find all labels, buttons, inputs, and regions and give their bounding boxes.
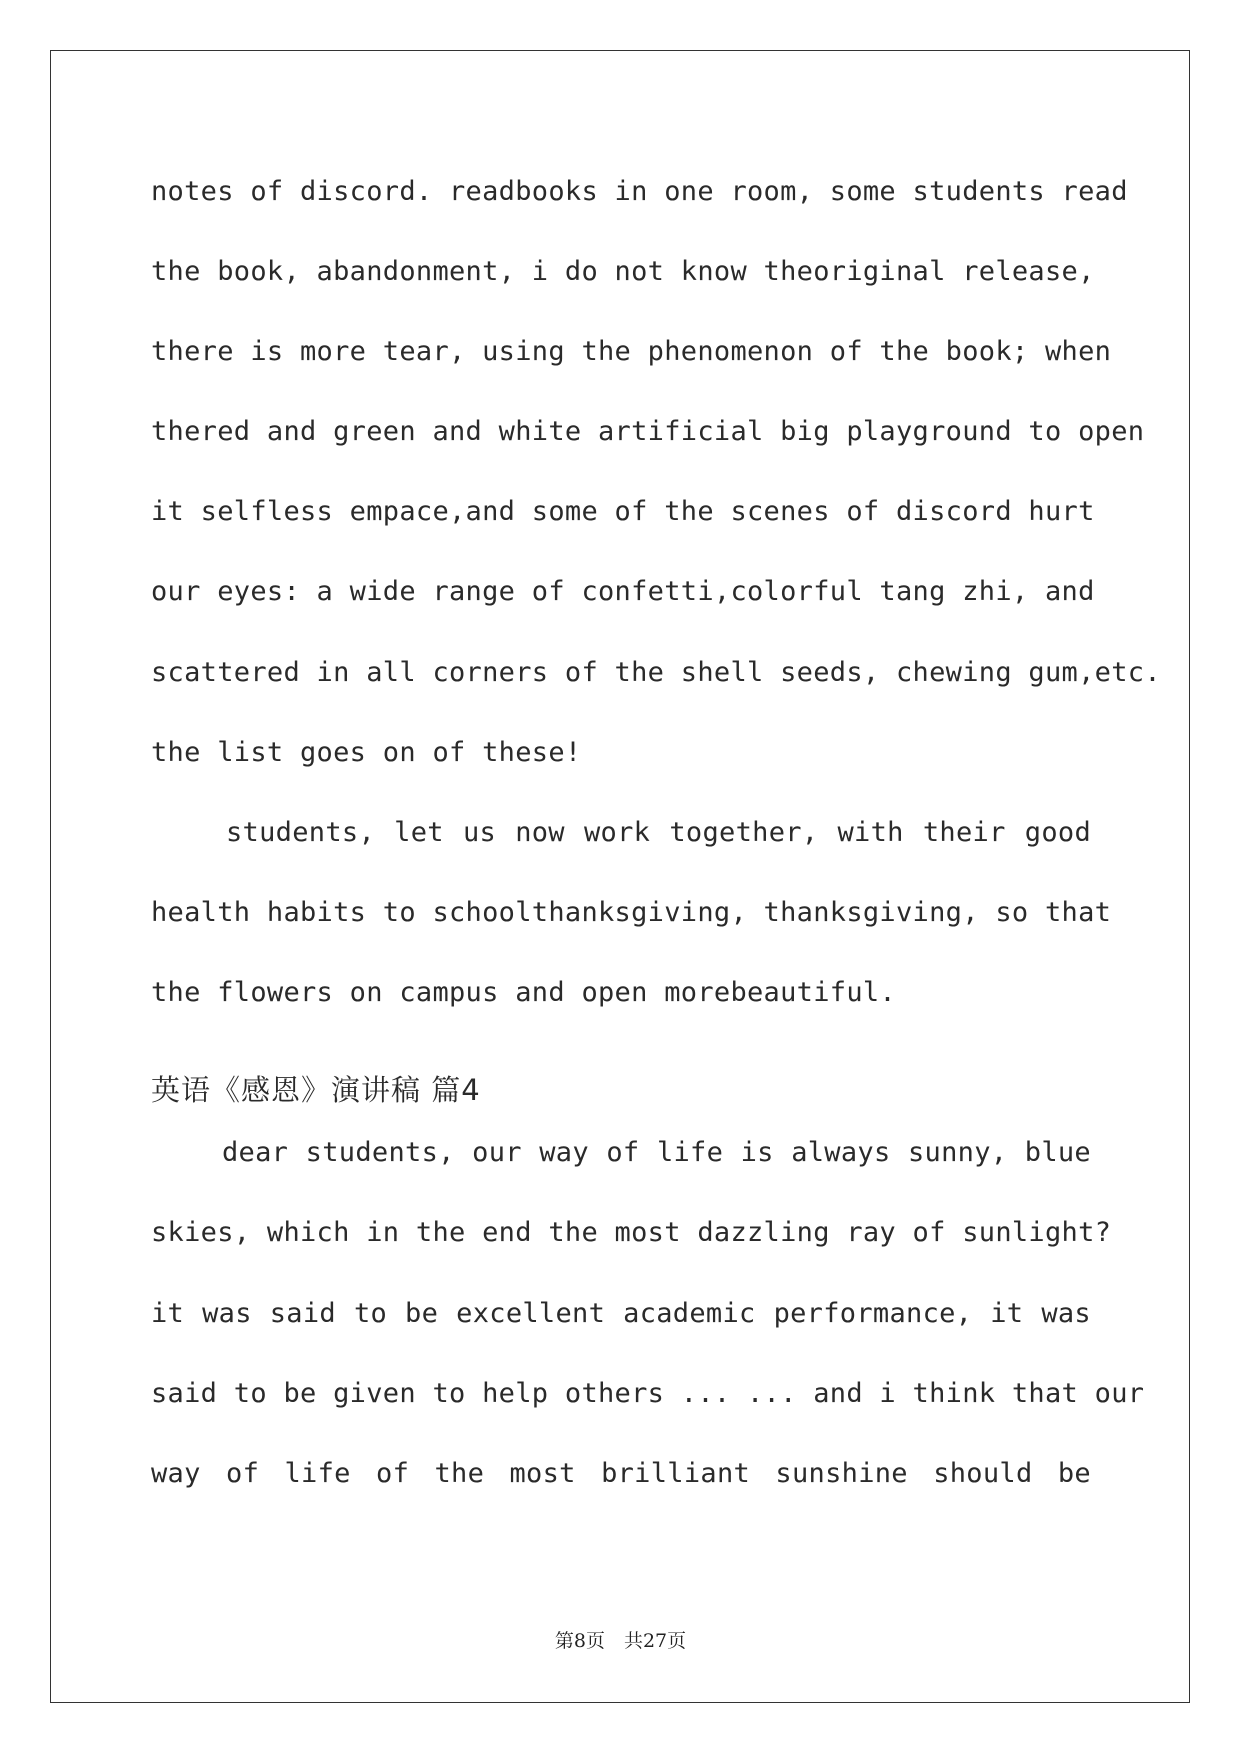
text-line: said to be given to help others ... ... and i think that our (151, 1378, 1145, 1409)
section-heading: 英语《感恩》演讲稿 篇4 (151, 1073, 481, 1107)
text-line: scattered in all corners of the shell seeds, chewing gum,etc. (151, 657, 1161, 688)
text-line: notes of discord. readbooks in one room, some students read (151, 176, 1128, 207)
text-line: the book, abandonment, i do not know theoriginal release, (151, 256, 1095, 287)
text-line: the flowers on campus and open morebeautiful. (151, 977, 896, 1008)
page-frame (50, 50, 1190, 1703)
text-line: skies, which in the end the most dazzling ray of sunlight? (151, 1217, 1112, 1248)
page-number: 第8页 共27页 (554, 1630, 687, 1652)
text-line: the list goes on of these! (151, 737, 582, 768)
text-line: dear students, our way of life is always sunny, blue (222, 1137, 1091, 1168)
text-line: way of life of the most brilliant sunshine should be (151, 1458, 1091, 1489)
text-line: health habits to schoolthanksgiving, thanksgiving, so that (151, 897, 1112, 928)
text-line: it was said to be excellent academic performance, it was (151, 1298, 1091, 1329)
text-line: thered and green and white artificial big playground to open (151, 416, 1145, 447)
text-line: our eyes: a wide range of confetti,colorful tang zhi, and (151, 576, 1095, 607)
text-line: students, let us now work together, with their good (226, 817, 1091, 848)
text-line: there is more tear, using the phenomenon of the book; when (151, 336, 1112, 367)
text-line: it selfless empace,and some of the scenes of discord hurt (151, 496, 1095, 527)
